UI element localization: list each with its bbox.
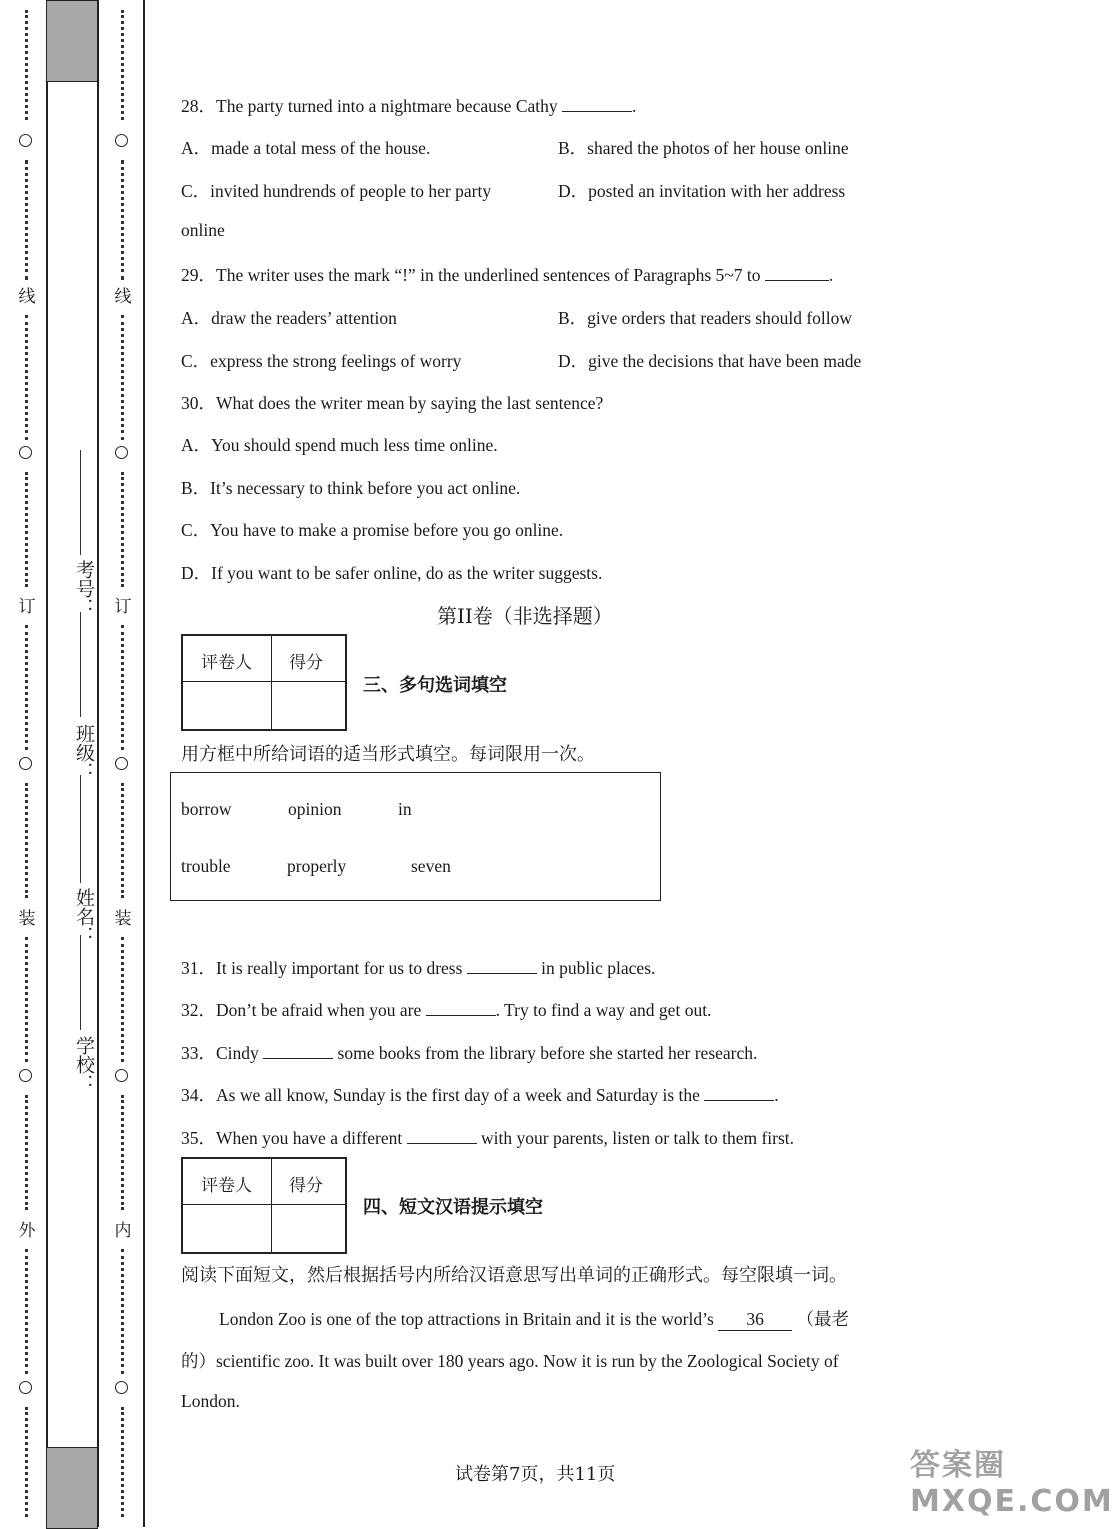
page-footer: 试卷第7页，共11页 xyxy=(455,1464,616,1485)
seal-char-xian: 线 xyxy=(18,287,36,306)
question-28: 28．The party turned into a nightmare because Cathy . xyxy=(181,96,637,116)
seal-char-zhuang-inner: 装 xyxy=(114,909,132,928)
seal-char-wai: 外 xyxy=(18,1221,36,1240)
seal-char-xian-inner: 线 xyxy=(114,287,132,306)
answer-blank[interactable] xyxy=(562,97,632,112)
score-box xyxy=(181,1157,347,1254)
q28-option-a: A．made a total mess of the house. xyxy=(181,138,431,158)
passage-line-2: 的）scientific zoo. It was built over 180 years ago. Now it is run by the Zoological Society of xyxy=(181,1351,839,1371)
passage-line-1 xyxy=(219,1306,849,1331)
answer-blank[interactable] xyxy=(704,1086,774,1101)
inner-seal-line xyxy=(113,0,133,1527)
binding-shade-bottom xyxy=(46,1447,98,1529)
question-30-stem: 30．What does the writer mean by saying the last sentence? xyxy=(181,393,604,413)
q30-option-b: B．It’s necessary to think before you act online. xyxy=(181,478,521,498)
answer-blank[interactable] xyxy=(263,1044,333,1059)
grader-label: 评卷人 xyxy=(201,1176,252,1196)
seal-char-nei: 内 xyxy=(114,1221,132,1240)
q29-option-b: B．give orders that readers should follow xyxy=(558,308,853,328)
question-35-text-end: with your parents, listen or talk to them first. xyxy=(481,1128,795,1148)
section-3-title: 三、多句选词填空 xyxy=(363,675,507,696)
passage-text: London Zoo is one of the top attractions in Britain and it is the world’s xyxy=(219,1309,714,1329)
answer-blank[interactable] xyxy=(467,959,537,974)
question-32-text-end: . Try to find a way and get out. xyxy=(495,1000,712,1020)
section-4-instruction: 阅读下面短文，然后根据括号内所给汉语意思写出单词的正确形式。每空限填一词。 xyxy=(181,1265,847,1286)
question-35 xyxy=(181,1125,794,1150)
watermark: 答案圈 MXQE.COM xyxy=(910,1448,1114,1519)
section-4-title: 四、短文汉语提示填空 xyxy=(363,1197,543,1218)
question-31-text-end: in public places. xyxy=(541,958,656,978)
question-29: 29．The writer uses the mark “!” in the underlined sentences of Paragraphs 5~7 to . xyxy=(181,265,834,285)
question-31-text: 31．It is really important for us to dress xyxy=(181,958,463,978)
word-bank-item: opinion xyxy=(288,799,342,819)
part-2-title: 第II卷（非选择题） xyxy=(437,604,613,628)
question-33-text: 33．Cindy xyxy=(181,1043,259,1063)
score-box xyxy=(181,634,347,731)
word-bank-item: in xyxy=(398,799,412,819)
q30-option-d: D．If you want to be safer online, do as the writer suggests. xyxy=(181,563,603,583)
q29-option-c: C．express the strong feelings of worry xyxy=(181,351,462,371)
question-32 xyxy=(181,997,711,1022)
name-label: 姓名： xyxy=(73,888,95,945)
question-33-text-end: some books from the library before she started her research. xyxy=(337,1043,758,1063)
q29-option-a: A．draw the readers’ attention xyxy=(181,308,397,328)
q30-option-c: C．You have to make a promise before you go online. xyxy=(181,520,564,540)
q28-option-d: D．posted an invitation with her address xyxy=(558,181,846,201)
word-bank-item: borrow xyxy=(181,799,232,819)
question-29-stem: 29．The writer uses the mark “!” in the underlined sentences of Paragraphs 5~7 to xyxy=(181,265,761,285)
exam-number-label: 考号： xyxy=(73,560,95,617)
q28-option-b: B．shared the photos of her house online xyxy=(558,138,849,158)
score-label: 得分 xyxy=(289,1176,323,1196)
answer-blank[interactable] xyxy=(407,1129,477,1144)
word-bank xyxy=(170,772,661,901)
grader-label: 评卷人 xyxy=(201,653,252,673)
question-34-text-end: . xyxy=(774,1085,779,1105)
section-3-instruction: 用方框中所给词语的适当形式填空。每词限用一次。 xyxy=(181,744,595,765)
question-32-text: 32．Don’t be afraid when you are xyxy=(181,1000,422,1020)
score-label: 得分 xyxy=(289,653,323,673)
class-label: 班级： xyxy=(73,724,95,781)
seal-char-zhuang: 装 xyxy=(18,909,36,928)
word-bank-item: seven xyxy=(411,856,451,876)
outer-seal-line xyxy=(17,0,37,1527)
passage-line-3: London. xyxy=(181,1391,240,1411)
question-31 xyxy=(181,955,655,980)
q29-option-d: D．give the decisions that have been made xyxy=(558,351,862,371)
blank-36[interactable]: 36 xyxy=(718,1309,792,1331)
school-label: 学校： xyxy=(73,1036,95,1093)
word-bank-item: properly xyxy=(287,856,347,876)
answer-blank[interactable] xyxy=(426,1001,496,1016)
word-bank-item: trouble xyxy=(181,856,231,876)
question-33 xyxy=(181,1040,757,1065)
question-34-text: 34．As we all know, Sunday is the first day of a week and Saturday is the xyxy=(181,1085,700,1105)
seal-char-ding: 订 xyxy=(18,597,36,616)
binding-shade-top xyxy=(46,0,98,82)
answer-blank[interactable] xyxy=(765,266,829,281)
seal-char-ding-inner: 订 xyxy=(114,597,132,616)
q28-option-c: C．invited hundrends of people to her party xyxy=(181,181,492,201)
question-34 xyxy=(181,1082,779,1107)
question-28-stem: 28．The party turned into a nightmare because Cathy xyxy=(181,96,558,116)
q30-option-a: A．You should spend much less time online. xyxy=(181,435,498,455)
question-35-text: 35．When you have a different xyxy=(181,1128,403,1148)
hint-text: （最老 xyxy=(796,1310,850,1330)
q28-option-d-cont: online xyxy=(181,220,225,240)
